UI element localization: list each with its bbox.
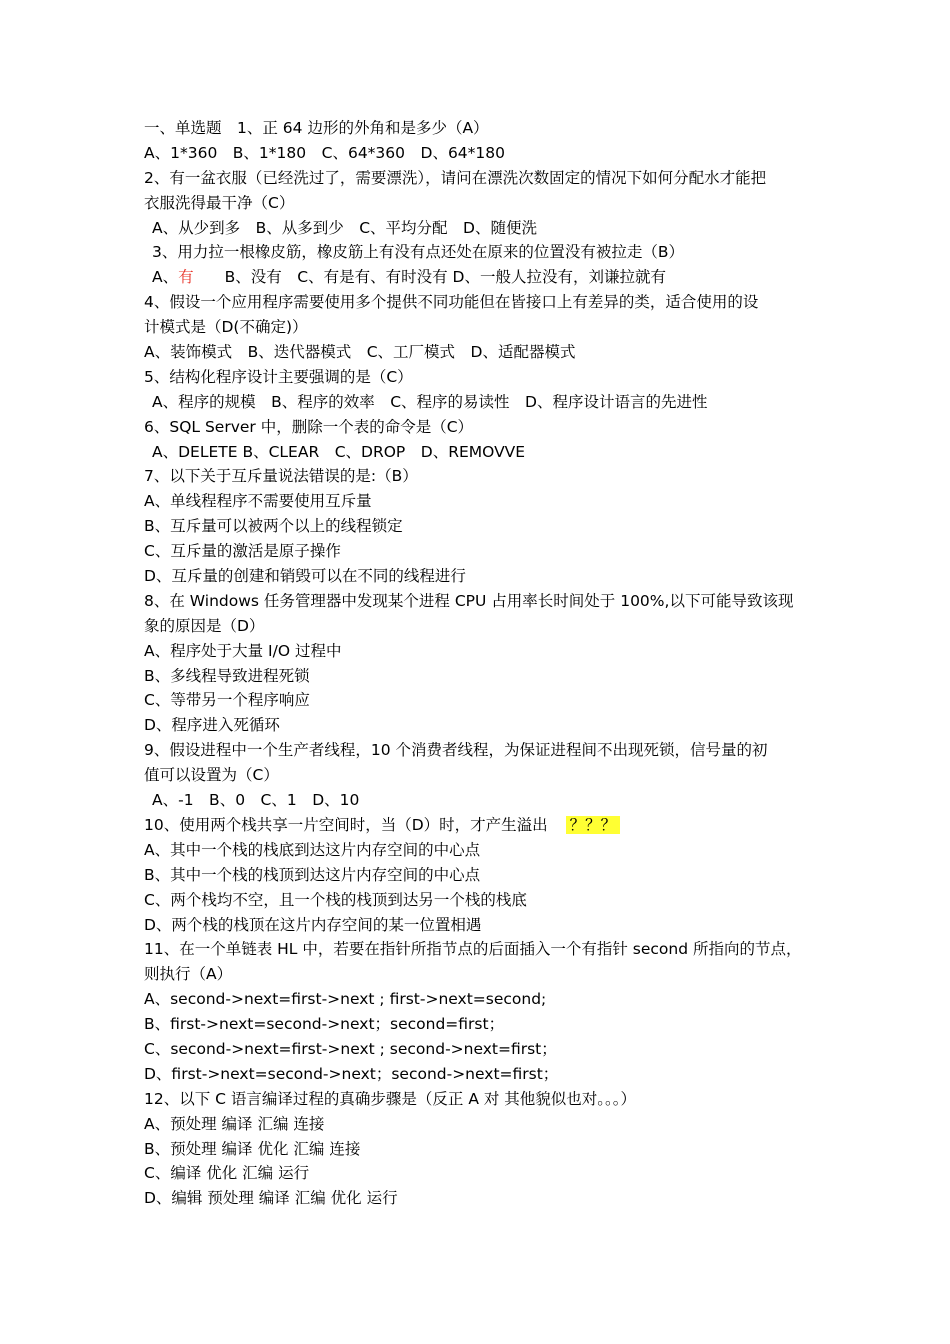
text-line: B、first->next=second->next；second=first； (144, 1015, 505, 1034)
text-line: 计模式是（D(不确定)） (144, 318, 308, 337)
text-line: 9、假设进程中一个生产者线程，10 个消费者线程，为保证进程间不出现死锁，信号量的初 (144, 741, 768, 760)
text-line: D、first->next=second->next；second->next=first； (144, 1064, 559, 1083)
text-line: B、其中一个栈的栈顶到达这片内存空间的中心点 (144, 865, 481, 884)
text-line (144, 813, 814, 838)
text-line: C、second->next=first->next ; second->next=first； (144, 1039, 557, 1058)
text-line: A、装饰模式 B、迭代器模式 C、工厂模式 D、适配器模式 (144, 343, 576, 362)
text-line: 则执行（A） (144, 965, 233, 984)
document-body (144, 116, 814, 1211)
text-line: 12、以下 C 语言编译过程的真确步骤是（反正 A 对 其他貌似也对。。。） (144, 1089, 637, 1108)
text-line: D、编辑 预处理 编译 汇编 优化 运行 (144, 1189, 398, 1208)
option-rest: B、没有 C、有是有、有时没有 D、一般人拉没有，刘谦拉就有 (193, 268, 666, 287)
text-line: 5、结构化程序设计主要强调的是（C） (144, 367, 413, 386)
text-line: D、两个栈的栈顶在这片内存空间的某一位置相遇 (144, 915, 482, 934)
text-line: 6、SQL Server 中，删除一个表的命令是（C） (144, 417, 474, 436)
text-line: B、互斥量可以被两个以上的线程锁定 (144, 517, 403, 536)
text-line: 11、在一个单链表 HL 中，若要在指针所指节点的后面插入一个有指针 second 所指向的节点， (144, 940, 802, 959)
text-line: A、从少到多 B、从多到少 C、平均分配 D、随便洗 (152, 218, 537, 237)
text-line: 2、有一盆衣服（已经洗过了，需要漂洗），请问在漂洗次数固定的情况下如何分配水才能把 (144, 168, 767, 187)
text-line: 8、在 Windows 任务管理器中发现某个进程 CPU 占用率长时间处于 100%,以下可能导致该现 (144, 591, 794, 610)
text-line: 一、单选题 1、正 64 边形的外角和是多少（A） (144, 119, 489, 137)
question-text: 10、使用两个栈共享一片空间时，当（D）时，才产生溢出 (144, 815, 548, 834)
text-line: A、DELETE B、CLEAR C、DROP D、REMOVVE (152, 442, 526, 461)
text-line: 3、用力拉一根橡皮筋，橡皮筋上有没有点还处在原来的位置没有被拉走（B） (152, 243, 684, 262)
text-line: A、-1 B、0 C、1 D、10 (152, 791, 360, 810)
text-line: 4、假设一个应用程序需要使用多个提供不同功能但在皆接口上有差异的类，适合使用的设 (144, 293, 759, 312)
text-line: D、程序进入死循环 (144, 716, 280, 735)
text-line (144, 265, 814, 290)
text-line: A、单线程程序不需要使用互斥量 (144, 492, 372, 511)
option-prefix: A、 (152, 268, 179, 287)
text-line: 衣服洗得最干净（C） (144, 193, 295, 212)
text-line: C、互斥量的激活是原子操作 (144, 542, 341, 561)
text-line: A、程序的规模 B、程序的效率 C、程序的易读性 D、程序设计语言的先进性 (152, 392, 708, 411)
text-line: D、互斥量的创建和销毁可以在不同的线程进行 (144, 567, 466, 586)
text-line: 值可以设置为（C） (144, 766, 279, 785)
text-line: A、程序处于大量 I/O 过程中 (144, 641, 342, 660)
text-line: A、其中一个栈的栈底到达这片内存空间的中心点 (144, 840, 481, 859)
highlighted-marks: ？？？ (566, 816, 621, 834)
text-line: C、两个栈均不空，且一个栈的栈顶到达另一个栈的栈底 (144, 890, 527, 909)
text-line: B、预处理 编译 优化 汇编 连接 (144, 1139, 361, 1158)
text-line: 7、以下关于互斥量说法错误的是:（B） (144, 467, 418, 486)
text-line: A、second->next=first->next ; first->next=second; (144, 990, 547, 1009)
text-line: C、编译 优化 汇编 运行 (144, 1164, 310, 1183)
text-line: A、1*360 B、1*180 C、64*360 D、64*180 (144, 143, 506, 162)
red-answer-text: 有 (178, 268, 194, 287)
text-line: 象的原因是（D） (144, 616, 265, 635)
text-line: B、多线程导致进程死锁 (144, 666, 310, 685)
text-line: A、预处理 编译 汇编 连接 (144, 1114, 325, 1133)
text-line: C、等带另一个程序响应 (144, 691, 310, 710)
